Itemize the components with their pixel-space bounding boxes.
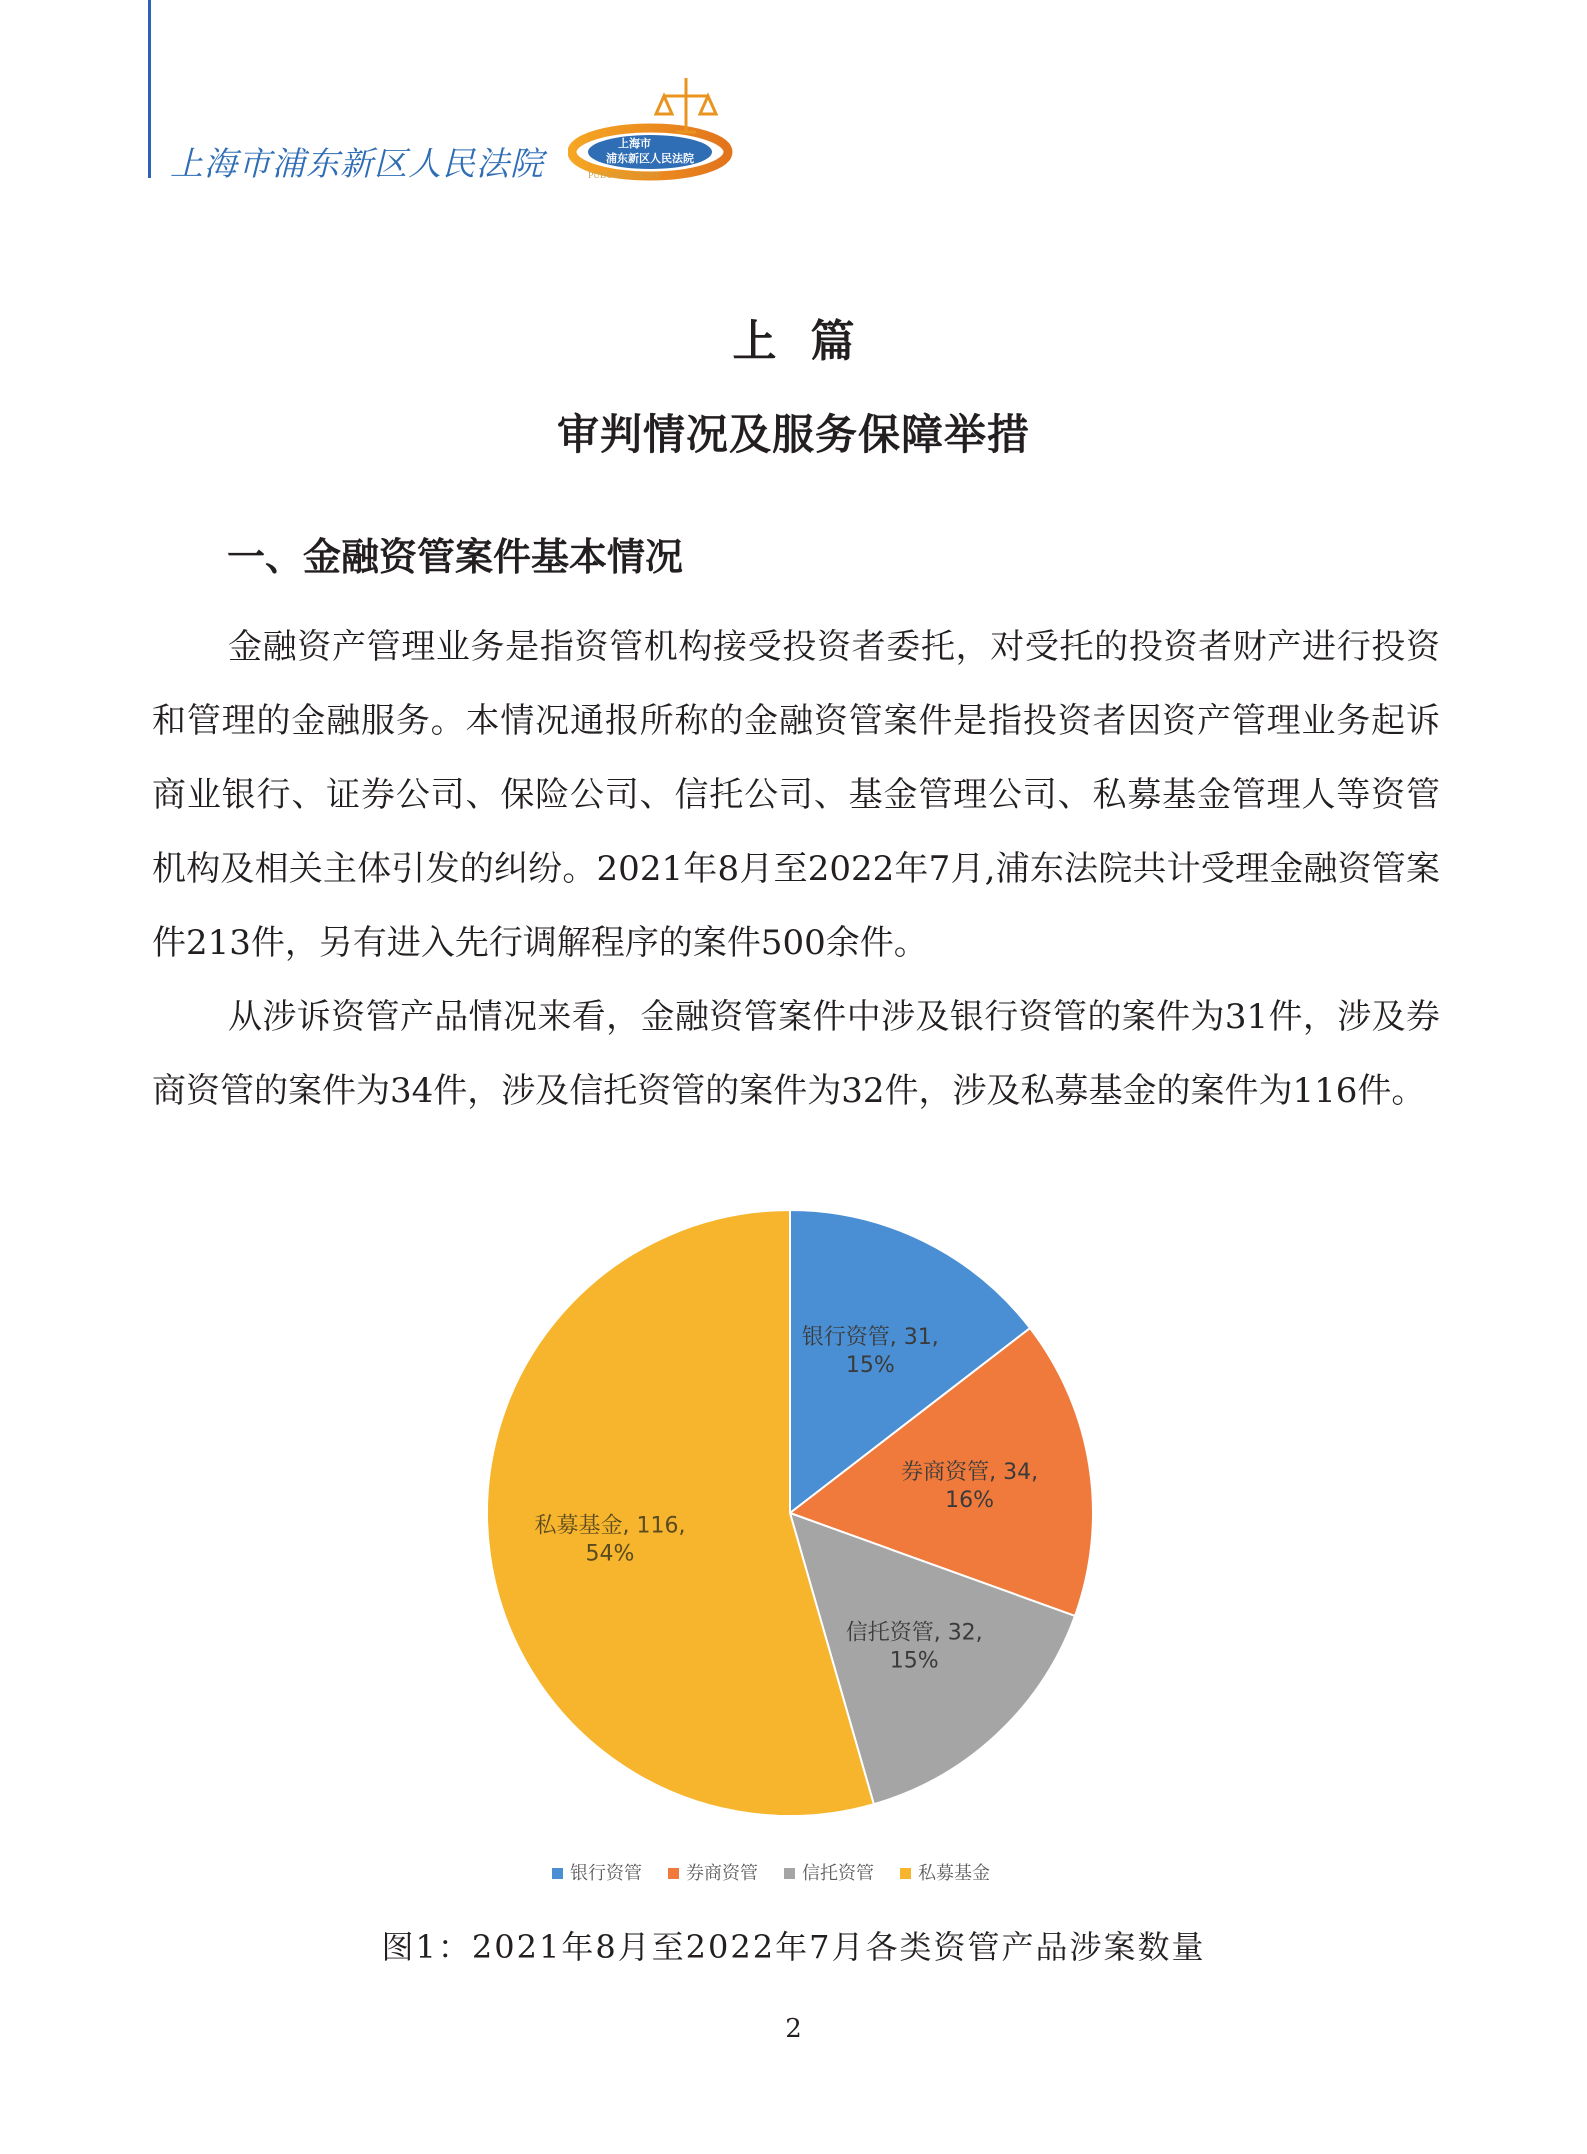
paragraph-2: 从涉诉资管产品情况来看，金融资管案件中涉及银行资管的案件为31件，涉及券商资管的案件为34件，涉及信托资管的案件为32件，涉及私募基金的案件为116件。 — [152, 997, 1440, 1111]
section-heading: 一、金融资管案件基本情况 — [227, 535, 684, 579]
header-rule — [148, 0, 151, 178]
figure-caption: 图1：2021年8月至2022年7月各类资管产品涉案数量 — [381, 1928, 1206, 1966]
legend-swatch-1 — [668, 1868, 679, 1879]
pie-chart — [420, 1210, 1160, 1910]
slice-label-0: 银行资管, 31, 15% — [801, 1324, 939, 1378]
part-title: 上篇 — [732, 316, 889, 367]
scales-icon — [656, 78, 716, 132]
legend-label-0: 银行资管 — [570, 1863, 642, 1884]
paragraph-1: 金融资产管理业务是指资管机构接受投资者委托，对受托的投资者财产进行投资和管理的金融服务。本情况通报所称的金融资管案件是指投资者因资产管理业务起诉商业银行、证券公司、保险公司、信托公司、基金管理公司、私募基金管理人等资管机构及相关主体引发的纠纷。2021年8月至2022年7月,浦东法院共计受理金融资管案件213件，另有进入先行调解程序的案件500余件。 — [152, 627, 1440, 963]
legend-label-2: 信托资管 — [802, 1863, 874, 1884]
legend-swatch-0 — [552, 1868, 563, 1879]
legend-label-1: 券商资管 — [686, 1863, 758, 1884]
header-court-name: 上海市浦东新区人民法院 — [170, 144, 544, 183]
legend-swatch-2 — [784, 1868, 795, 1879]
legend-label-3: 私募基金 — [918, 1863, 990, 1884]
slice-label-2: 信托资管, 32, 15% — [845, 1620, 983, 1674]
legend-swatch-3 — [900, 1868, 911, 1879]
court-logo — [568, 74, 738, 184]
slice-label-1: 券商资管, 34, 16% — [901, 1460, 1039, 1513]
logo-text-english: PUDONG COURT — [588, 171, 660, 180]
page-number: 2 — [785, 2014, 802, 2044]
logo-text-line2: 浦东新区人民法院 — [606, 152, 694, 165]
logo-text-line1: 上海市 — [618, 137, 651, 150]
slice-label-3: 私募基金, 116, 54% — [534, 1513, 686, 1567]
part-subtitle: 审判情况及服务保障举措 — [556, 410, 1030, 459]
